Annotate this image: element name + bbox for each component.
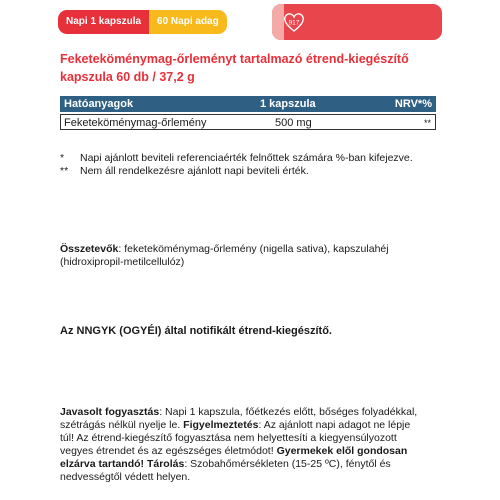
footnote-mark: **	[60, 165, 69, 177]
table-header	[60, 96, 436, 112]
header-per-capsule: 1 kapszula	[260, 98, 316, 110]
storage-label: Tárolás	[144, 458, 185, 470]
brand-banner	[272, 4, 442, 40]
footnotes	[60, 152, 450, 178]
usage-label: Javasolt fogyasztás	[60, 406, 160, 418]
footnote	[60, 165, 450, 178]
badge-group	[58, 10, 227, 34]
footnote-mark: *	[60, 152, 65, 164]
warning-label: Figyelmeztetés	[183, 419, 259, 431]
footnote-text: Nem áll rendelkezésre ajánlott napi beviteli érték.	[80, 165, 309, 177]
ingredients-section	[60, 243, 425, 269]
notification-statement: Az NNGYK (OGYÉI) által notifikált étrend-kiegészítő.	[60, 325, 332, 337]
product-title: Feketeköménymag-őrleményt tartalmazó étrend-kiegészítő kapszula 60 db / 37,2 g	[60, 52, 409, 84]
ingredient-nrv: **	[423, 118, 431, 128]
table-row	[60, 114, 436, 130]
daily-capsule-badge: Napi 1 kapszula	[58, 10, 149, 34]
header-active-ingredients: Hatóanyagok	[64, 98, 134, 110]
ingredients-text: : feketeköménymag-őrlemény (nigella sativa), kapszulahéj (hidroxipropil-metilcellulóz)	[60, 243, 389, 268]
footnote-text: Napi ajánlott beviteli referenciaérték felnőttek számára %-ban kifejezve.	[80, 152, 413, 164]
usage-text: : Napi 1 kapszula, főétkezés előtt, bőséges folyadékkal, szétrágás nélkül nyelje le.	[60, 406, 418, 431]
warning-text: : Az ajánlott napi adagot ne lépje túl! Az étrend-kiegészítő fogyasztása nem helyettesíti a kiegyensúlyozott vegyes étrendet és az egészséges életmódot!	[60, 419, 411, 457]
ingredient-amount: 500 mg	[275, 117, 312, 129]
daily-doses-badge: 60 Napi adag	[149, 10, 227, 34]
header-nrv: NRV*%	[394, 98, 432, 110]
heart-logo-icon	[281, 9, 307, 35]
ingredients-label: Összetevők	[60, 243, 119, 255]
ingredient-name: Feketeköménymag-őrlemény	[64, 117, 207, 129]
logo-text: 917	[288, 19, 300, 27]
footnote	[60, 152, 450, 165]
nutrition-table	[60, 96, 436, 130]
storage-text: : Szobahőmérsékleten (15-25 ºC), fénytől és nedvességtől védett helyen.	[60, 458, 391, 483]
children-warning: Gyermekek elől gondosan elzárva tartandó!	[60, 445, 408, 470]
usage-section	[60, 406, 425, 484]
